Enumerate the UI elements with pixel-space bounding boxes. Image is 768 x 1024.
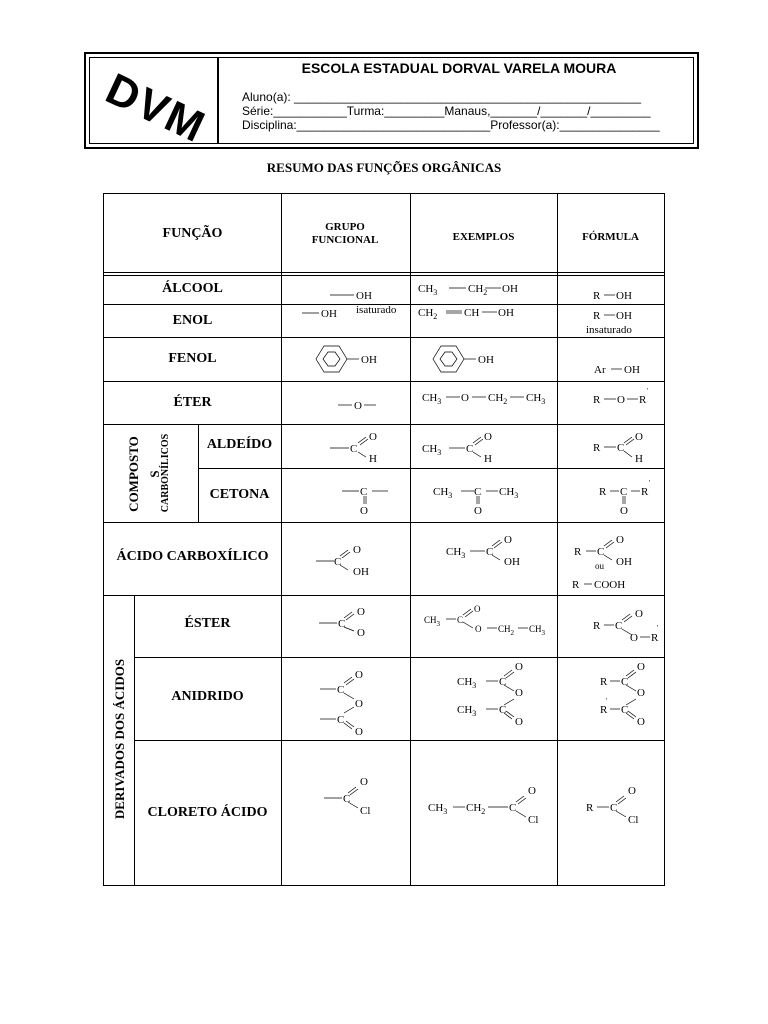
svg-text:C: C	[509, 802, 517, 814]
group-compostos-line2: S	[147, 470, 162, 478]
header-funcao: FUNÇÃO	[162, 226, 223, 241]
svg-text:C: C	[499, 704, 507, 716]
svg-text:CH3: $CH_3$	[446, 546, 466, 560]
svg-text:O: O	[616, 534, 624, 546]
svg-text:R: R	[593, 310, 601, 322]
svg-text:OH: OH	[616, 290, 632, 302]
header-grupo: GRUPO FUNCIONAL	[311, 221, 379, 246]
svg-text:O: O	[461, 392, 469, 404]
svg-text:OH: OH	[624, 364, 640, 376]
svg-text:O: O	[360, 505, 368, 517]
row-cloreto-acido: CLORETO ÁCIDO	[147, 805, 268, 820]
chemical-structures	[104, 194, 664, 886]
row-aldeido: ALDEÍDO	[206, 437, 273, 452]
svg-text:C: C	[610, 802, 618, 814]
svg-text:C: C	[334, 556, 342, 568]
svg-text:': '	[649, 479, 651, 487]
svg-text:R: R	[593, 394, 601, 406]
svg-text:R: R	[572, 579, 580, 591]
svg-text:': '	[647, 387, 649, 395]
svg-text:C: C	[360, 486, 368, 498]
row-acido-carboxilico: ÁCIDO CARBOXÍLICO	[116, 549, 269, 564]
svg-text:O: O	[484, 431, 492, 443]
svg-text:OH: OH	[356, 290, 372, 302]
svg-text:OH: OH	[502, 283, 518, 295]
svg-text:OH: OH	[478, 354, 494, 366]
svg-text:C: C	[617, 442, 625, 454]
svg-text:H: H	[635, 453, 643, 465]
svg-text:O: O	[474, 505, 482, 517]
svg-text:OH: OH	[353, 566, 369, 578]
student-name-line: Aluno(a): ____________________________________________________	[242, 90, 642, 104]
svg-text:OH: OH	[616, 556, 632, 568]
header-formula: FÓRMULA	[582, 231, 639, 243]
svg-text:O: O	[504, 534, 512, 546]
svg-text:O: O	[357, 627, 365, 639]
svg-text:H: H	[369, 453, 377, 465]
group-derivados: DERIVADOS DOS ÁCIDOS	[112, 658, 127, 820]
svg-text:CH3: $CH_3$	[418, 283, 438, 297]
group-compostos-line3: CARBONÍLICOS	[160, 433, 171, 513]
svg-text:O: O	[637, 687, 645, 699]
row-enol: ENOL	[172, 313, 213, 328]
svg-text:CH2: $CH_2$	[468, 283, 488, 297]
svg-text:C: C	[620, 486, 628, 498]
svg-text:CH3: $CH_3$	[433, 486, 453, 500]
svg-text:O: O	[474, 604, 481, 614]
svg-text:O: O	[475, 624, 482, 634]
svg-text:CH2: $CH_2$	[498, 624, 515, 637]
svg-text:CH3: $CH_3$	[499, 486, 519, 500]
svg-text:C: C	[621, 676, 629, 688]
school-name: ESCOLA ESTADUAL DORVAL VARELA MOURA	[301, 60, 617, 76]
svg-text:R: R	[593, 442, 601, 454]
svg-text:R: R	[641, 486, 649, 498]
svg-text:C: C	[457, 615, 464, 625]
enol-group-note: isaturado	[356, 304, 397, 316]
svg-text:C: C	[486, 546, 494, 558]
svg-text:OH: OH	[321, 308, 337, 320]
svg-text:COOH: COOH	[594, 579, 626, 591]
row-eter: ÉTER	[173, 395, 212, 410]
svg-text:C: C	[350, 443, 358, 455]
svg-text:O: O	[528, 785, 536, 797]
svg-text:CH3: $CH_3$	[428, 802, 448, 816]
group-compostos-line1: COMPOSTO	[126, 436, 141, 512]
svg-text:R: R	[599, 486, 607, 498]
svg-text:O: O	[369, 431, 377, 443]
svg-text:C: C	[474, 486, 482, 498]
svg-text:C: C	[466, 443, 474, 455]
svg-text:R: R	[600, 704, 608, 716]
logo-cell	[90, 58, 219, 153]
svg-text:Cl: Cl	[528, 814, 539, 826]
svg-text:CH2: $CH_2$	[466, 802, 486, 816]
acid-ou-text: ou	[595, 561, 604, 571]
school-header	[84, 52, 699, 153]
svg-text:Ar: Ar	[594, 364, 606, 376]
svg-text:OH: OH	[498, 307, 514, 319]
svg-text:R: R	[593, 290, 601, 302]
svg-text:O: O	[515, 716, 523, 728]
svg-text:CH3: $CH_3$	[457, 704, 477, 718]
svg-text:H: H	[484, 453, 492, 465]
svg-text:O: O	[355, 698, 363, 710]
school-logo: DVM	[98, 64, 214, 153]
svg-text:O: O	[515, 661, 523, 673]
svg-text:O: O	[354, 400, 362, 412]
svg-text:R: R	[600, 676, 608, 688]
svg-text:O: O	[355, 669, 363, 681]
svg-text:O: O	[515, 687, 523, 699]
svg-text:O: O	[620, 505, 628, 517]
svg-text:C: C	[597, 546, 605, 558]
svg-text:C: C	[343, 793, 351, 805]
svg-text:O: O	[637, 661, 645, 673]
svg-text:C: C	[499, 676, 507, 688]
svg-text:O: O	[617, 394, 625, 406]
svg-text:CH3: $CH_3$	[457, 676, 477, 690]
svg-text:R: R	[593, 620, 601, 632]
svg-text:CH: CH	[464, 307, 480, 319]
svg-text:CH3: $CH_3$	[526, 392, 546, 406]
header-exemplos: EXEMPLOS	[452, 231, 515, 243]
svg-text:OH: OH	[616, 310, 632, 322]
svg-text:C: C	[337, 714, 345, 726]
svg-text:C: C	[338, 618, 346, 630]
row-ester: ÉSTER	[184, 616, 231, 631]
discipline-line: Disciplina:_____________________________Professor(a):_______________	[242, 118, 660, 132]
svg-text:O: O	[357, 606, 365, 618]
svg-text:CH2: $CH_2$	[488, 392, 508, 406]
svg-text:O: O	[353, 544, 361, 556]
svg-text:CH2: $CH_2$	[418, 307, 438, 321]
page-title: RESUMO DAS FUNÇÕES ORGÂNICAS	[266, 160, 502, 175]
row-cetona: CETONA	[209, 487, 270, 502]
functions-table	[103, 193, 665, 886]
svg-text:OH: OH	[504, 556, 520, 568]
svg-text:OH: OH	[361, 354, 377, 366]
class-date-line: Série:___________Turma:_________Manaus,_______/_______/_________	[242, 104, 651, 118]
row-alcool: ÁLCOOL	[162, 281, 223, 296]
svg-text:Cl: Cl	[628, 814, 639, 826]
svg-text:Cl: Cl	[360, 805, 371, 817]
svg-text:O: O	[637, 716, 645, 728]
svg-text:O: O	[628, 785, 636, 797]
svg-text:O: O	[630, 632, 638, 644]
svg-text:O: O	[360, 776, 368, 788]
svg-text:CH3: $CH_3$	[424, 615, 441, 628]
svg-text:R: R	[639, 394, 647, 406]
svg-text:R: R	[651, 632, 659, 644]
svg-text:': '	[606, 697, 608, 705]
svg-text:': '	[657, 624, 659, 632]
svg-text:CH3: $CH_3$	[422, 443, 442, 457]
row-fenol: FENOL	[168, 351, 217, 366]
svg-text:R: R	[574, 546, 582, 558]
svg-text:CH3: $CH_3$	[529, 624, 546, 637]
svg-text:C: C	[615, 620, 623, 632]
row-anidrido: ANIDRIDO	[171, 689, 244, 704]
svg-text:CH3: $CH_3$	[422, 392, 442, 406]
svg-text:O: O	[355, 726, 363, 738]
svg-text:C: C	[337, 684, 345, 696]
enol-formula-note: insaturado	[586, 324, 632, 336]
svg-text:R: R	[586, 802, 594, 814]
svg-text:C: C	[621, 704, 629, 716]
svg-text:O: O	[635, 608, 643, 620]
svg-text:O: O	[635, 431, 643, 443]
